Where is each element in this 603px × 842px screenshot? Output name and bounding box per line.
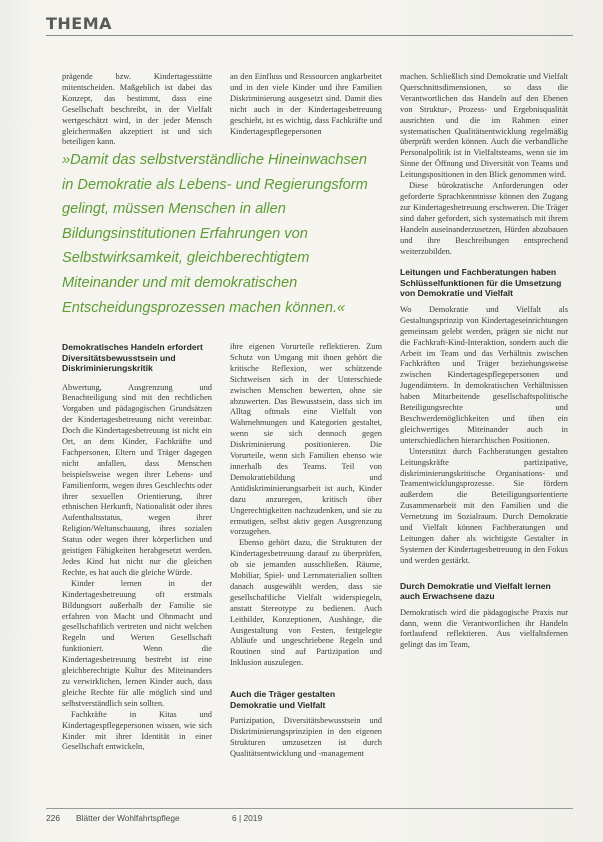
paragraph: prägende bzw. Kindertagesstätte mitentscheiden. Maßgeblich ist dabei das Konzept, das bestimmt, dass eine Gesellschaft beschreibt, in der Vielfalt wertgeschätzt wird, in der jeder Mensch gleichermaßen akzeptiert ist und sich beteiligen kann. bbox=[62, 72, 212, 147]
paragraph: Partizipation, Diversitätsbewusstsein und Diskriminierungsprinzipien in den eigenen Strukturen umzusetzen ist durch Qualitätsentwicklung und -management bbox=[230, 716, 382, 758]
column-2 bbox=[230, 342, 382, 760]
footer-divider bbox=[46, 808, 573, 809]
section-heading: Auch die Träger gestalten Demokratie und Vielfalt bbox=[230, 689, 336, 710]
column-2-top bbox=[230, 72, 382, 137]
journal-title: Blätter der Wohlfahrtspflege bbox=[76, 813, 180, 823]
page-header bbox=[46, 14, 573, 36]
paragraph: Demokratisch wird die pädagogische Praxis nur dann, wenn die Verantwortlichen ihr Handeln fortlaufend reflektieren. Aus vielfaltsfernen gelingt das im Team, bbox=[400, 607, 568, 650]
paragraph: Ebenso gehört dazu, die Strukturen der Kindertagesbetreuung darauf zu überprüfen, ob sie jemanden ausschließen. Räume, Mobiliar, Spiel- und Lernmaterialien sollten danach ausgewählt werden, dass sie gesellschaftliche Vielfalt widerspiegeln, anstatt Stereotype zu bedienen. Auch Leitbilder, Konzeptionen, Aushänge, die Ausgestaltung von Festen, festgelegte Abläufe und ungeschriebene Regeln und Routinen sind auf Partizipation und Inklusion auszulegen. bbox=[230, 538, 382, 668]
paragraph: Diese bürokratische Anforderungen oder geforderte Sprachkenntnisse können den Zugang zur Kindertagesbetreuung erschweren. Die Träger sind daher gefordert, sich systematisch mit ihrem Handeln auseinanderzusetzen, Hürden abzubauen und ihre Beschreibungen entsprechend weiterzubilden. bbox=[400, 181, 568, 256]
header-divider bbox=[46, 35, 573, 36]
column-3 bbox=[400, 72, 568, 651]
paragraph: Fachkräfte in Kitas und Kindertagespflegepersonen wissen, wie sich Kinder mit ihrer Identität in einer Gesellschaft entwickeln, bbox=[62, 709, 212, 752]
column-1-top bbox=[62, 72, 212, 148]
section-heading: Durch Demokratie und Vielfalt lernen auch Erwachsene dazu bbox=[400, 580, 551, 602]
page-number: 226 bbox=[46, 813, 60, 823]
section-heading: Demokratisches Handeln erfordert Diversitätsbewusstsein und Diskriminierungskritik bbox=[62, 342, 203, 373]
paragraph: machen. Schließlich sind Demokratie und Vielfalt Querschnittsdimensionen, so dass die Verantwortlichen das Handeln auf den Ebenen von Struktur-, Prozess- und Ergebnisqualität ausrichten und die im Rahmen einer systematischen Qualitätsentwicklung regelmäßig überprüft werden können. Auch die verbandliche Personalpolitik ist in Vielfaltsteams, wenn sie im Sinne der Öffnung und Diversität von Teams und Leitungspositionen in den Blick genommen wird. bbox=[400, 72, 568, 180]
paragraph: Abwertung, Ausgrenzung und Benachteiligung sind mit den rechtlichen Vorgaben und pädagogischen Grundsätzen der Kindertagesbetreuung nicht vereinbar. Doch die Kindertagesbetreuung ist nicht ein Ort, an dem Kinder, Fachkräfte und Fachpersonen, Eltern und Träger dagegen nicht anfallen, dass Menschen beispielsweise wegen ihrer Lebens- und Familienform, wegen ihres Geschlechts oder ihrer sexuellen Orientierung, ihrer ethnischen Herkunft, Nationalität oder ihres Aufenthaltsstatus, wegen ihrer Religion/Weltanschauung, ihres sozialen Status oder wegen ihrer körperlichen und geistigen Fähigkeiten herabgesetzt werden. Jedes Kind hat nicht nur die gleichen Rechte, es hat auch die gleiche Würde. bbox=[62, 382, 213, 577]
section-label: THEMA bbox=[46, 14, 113, 33]
paragraph: Unterstützt durch Fachberatungen gestalten Leitungskräfte partizipative, diskriminierungskritische Organisations- und Teamentwicklungsprozesse. Sie fördern außerdem die Beteiligungsorientierte Zusammenarbeit mit den Familien und die Vernetzung im Sozialraum. Durch Demokratie und Vielfalt können Fachberatungen und Leitungen daher als wichtigste Gestalter in Systemen der Kindertagesbetreuung in den Fokus und werden gestärkt. bbox=[400, 446, 568, 565]
paragraph: Kinder lernen in der Kindertagesbetreuung oft erstmals Bildungsort außerhalb der Familie sie erfahren von Macht und Ohnmacht und gesellschaftlich vertreten und nicht welchen Regeln und Werten Gesellschaft funktioniert. Wenn die Kindertagesbetreuung bestrebt ist eine gleichberechtigte Kultur des Miteinanders zu verwirklichen, lernen Kinder auch, dass gleiche Rechte für alle möglich sind und selbstverständlich sein sollten. bbox=[62, 578, 212, 708]
paragraph: an den Einfluss und Ressourcen angkarbeitet und in den viele Kinder und ihre Familien Diskriminierung ausgesetzt sind. Damit dies nicht auch in der Kindertagesbetreuung geschieht, ist es wichtig, dass Fachkräfte und Kindertagespflegepersonen bbox=[230, 72, 382, 136]
paragraph: Wo Demokratie und Vielfalt als Gestaltungsprinzip von Kindertageseinrichtungen gemeinsam gelebt werden, prägen sie nicht nur die Fachkraft-Kind-Interaktion, sondern auch die Arbeit im Team und das Verhältnis zwischen Fachkräften und Träger beziehungsweise zwischen Kindertagespflegepersonen und Jugendämtern. In demokratischen Verhältnissen haben Mitarbeitende gesellschaftspolitische Beteiligungsrechte und Beschwerdemöglichkeiten und üben ein gleichwertiges Miteinander auch in unterschiedlichen hierarchischen Positionen. bbox=[400, 304, 568, 445]
pull-quote: »Damit das selbstverständliche Hineinwachsen in Demokratie als Lebens- und Regierungsform gelingt, müssen Menschen in allen Bildungsinstitutionen Erfahrungen von Selbstwirksamkeit, gleichberechtigtem Miteinander und mit demokratischen Entscheidungsprozessen machen können.« bbox=[62, 152, 368, 316]
paragraph: ihre eigenen Vorurteile reflektieren. Zum Schutz von Umgang mit ihnen gehört die kritische Reflexion, wer schützende Sichtweisen sich in der Unterschiede zwischen Menschen bewerten, ohne sie abzuwerten. Das Bewusstsein, dass sich im Alltag oftmals eine Vielfalt von Wahrnehmungen und Kategorien gestaltet, wenn sie sich dennoch gegen Diskriminierung positionieren. Die Vorurteile, wenn sich Familien ebenso wie innerhalb des Teams. Teil von Demokratiebildung und Antidiskriminierungsarbeit ist auch, Kinder dazu anzuregen, kritisch über Ungerechtigkeiten nachzudenken, und sie zu ermutigen, selbst aktiv gegen Ausgrenzung vorzugehen. bbox=[230, 342, 382, 537]
section-heading: Leitungen und Fachberatungen haben Schlüsselfunktionen für die Umsetzung von Demokratie und Vielfalt bbox=[400, 267, 562, 299]
column-1 bbox=[62, 342, 212, 753]
page-footer bbox=[46, 808, 573, 828]
issue-number: 6 | 2019 bbox=[232, 813, 263, 823]
